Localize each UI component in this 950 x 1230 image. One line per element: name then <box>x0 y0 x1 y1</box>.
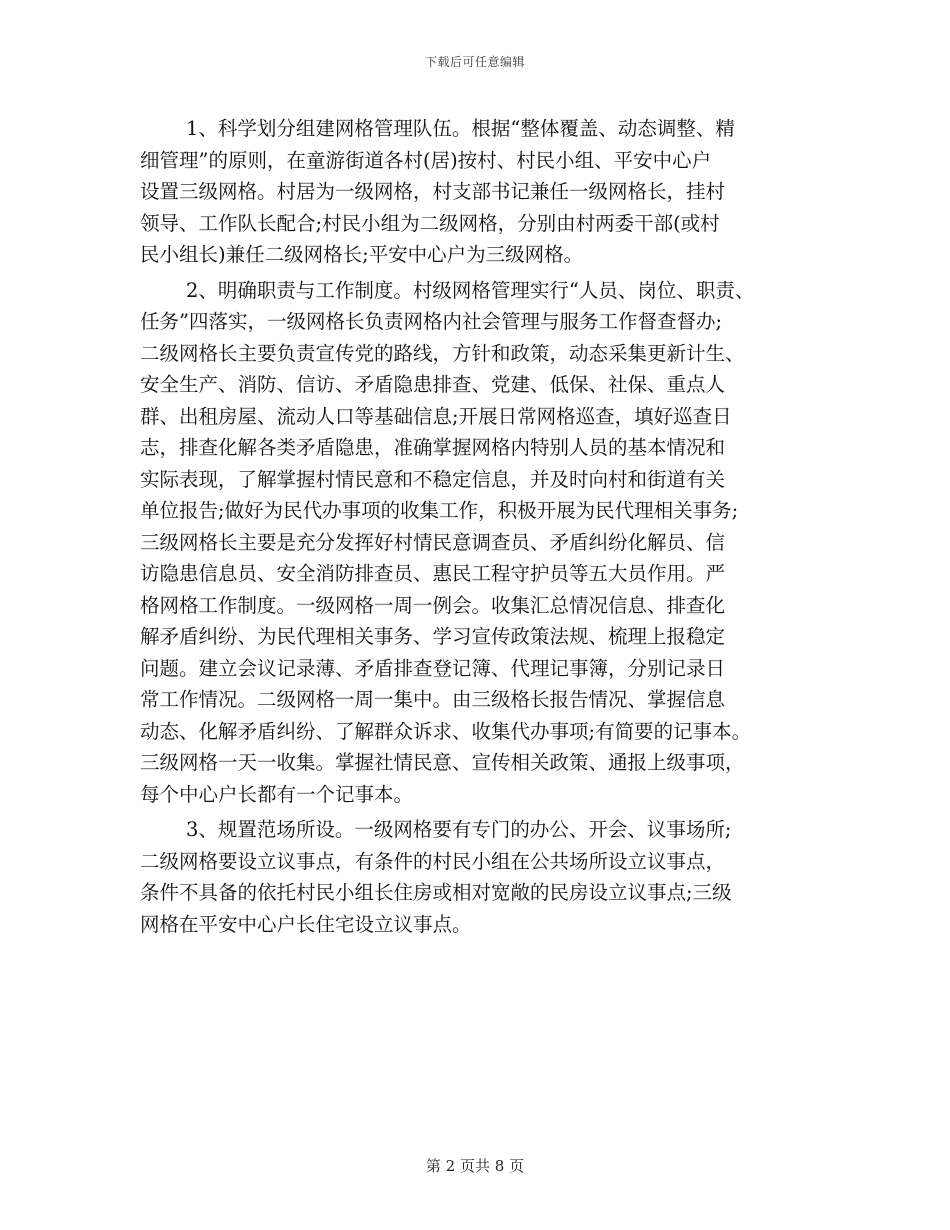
paragraph-line: 问题。建立会议记录薄、矛盾排查登记簿、代理记事簿，分别记录日 <box>140 656 726 680</box>
page-number-footer: 第 2 页共 8 页 <box>425 1157 525 1175</box>
paragraph-line: 任务”四落实，一级网格长负责网格内社会管理与服务工作督查督办; <box>140 310 723 333</box>
paragraph-line: 网格在平安中心户长住宅设立议事点。 <box>140 912 472 936</box>
paragraph-line: 解矛盾纠纷、为民代理相关事务、学习宣传政策法规、梳理上报稳定 <box>140 625 726 648</box>
paragraph-line: 设置三级网格。村居为一级网格，村支部书记兼任一级网格长，挂村 <box>140 180 726 203</box>
paragraph-line: 动态、化解矛盾纠纷、了解群众诉求、收集代办事项;有简要的记事本。 <box>140 719 752 743</box>
paragraph-line: 2、明确职责与工作制度。村级网格管理实行“人员、岗位、职责、 <box>186 278 755 302</box>
paragraph-line: 访隐患信息员、安全消防排查员、惠民工程守护员等五大员作用。严 <box>140 562 726 585</box>
paragraph-line: 志，排查化解各类矛盾隐患，准确掌握网格内特别人员的基本情况和 <box>140 436 726 459</box>
paragraph-line: 民小组长)兼任二级网格长;平安中心户为三级网格。 <box>140 243 584 266</box>
paragraph-line: 单位报告;做好为民代办事项的收集工作，积极开展为民代理相关事务; <box>140 499 739 522</box>
paragraph-line: 实际表现，了解掌握村情民意和不稳定信息，并及时向村和街道有关 <box>140 467 726 491</box>
paragraph-2 <box>140 275 830 811</box>
paragraph-1 <box>140 113 830 271</box>
paragraph-line: 三级网格一天一收集。掌握社情民意、宣传相关政策、通报上级事项， <box>140 751 745 774</box>
paragraph-line: 二级网格长主要负责宣传党的路线，方针和政策，动态采集更新计生、 <box>140 341 745 365</box>
paragraph-line: 三级网格长主要是充分发挥好村情民意调查员、矛盾纠纷化解员、信 <box>140 530 726 554</box>
paragraph-line: 条件不具备的依托村民小组长住房或相对宽敞的民房设立议事点;三级 <box>140 881 732 904</box>
paragraph-3 <box>140 814 830 940</box>
paragraph-line: 常工作情况。二级网格一周一集中。由三级格长报告情况、掌握信息 <box>140 688 726 711</box>
paragraph-line: 二级网格要设立议事点，有条件的村民小组在公共场所设立议事点， <box>140 849 726 873</box>
document-body <box>140 113 830 944</box>
paragraph-line: 格网格工作制度。一级网格一周一例会。收集汇总情况信息、排查化 <box>140 593 726 617</box>
paragraph-line: 群、出租房屋、流动人口等基础信息;开展日常网格巡查，填好巡查日 <box>140 404 732 428</box>
paragraph-line: 每个中心户长都有一个记事本。 <box>140 782 414 806</box>
paragraph-line: 细管理”的原则，在童游街道各村(居)按村、村民小组、平安中心户 <box>140 148 712 172</box>
paragraph-line: 3、规置范场所设。一级网格要有专门的办公、开会、议事场所; <box>186 818 732 841</box>
page-header: 下载后可任意编辑 <box>424 55 525 69</box>
paragraph-line: 1、科学划分组建网格管理队伍。根据“整体覆盖、动态调整、精 <box>186 117 735 140</box>
paragraph-line: 领导、工作队长配合;村民小组为二级网格，分别由村两委干部(或村 <box>140 211 720 235</box>
paragraph-line: 安全生产、消防、信访、矛盾隐患排查、党建、低保、社保、重点人 <box>140 373 726 396</box>
